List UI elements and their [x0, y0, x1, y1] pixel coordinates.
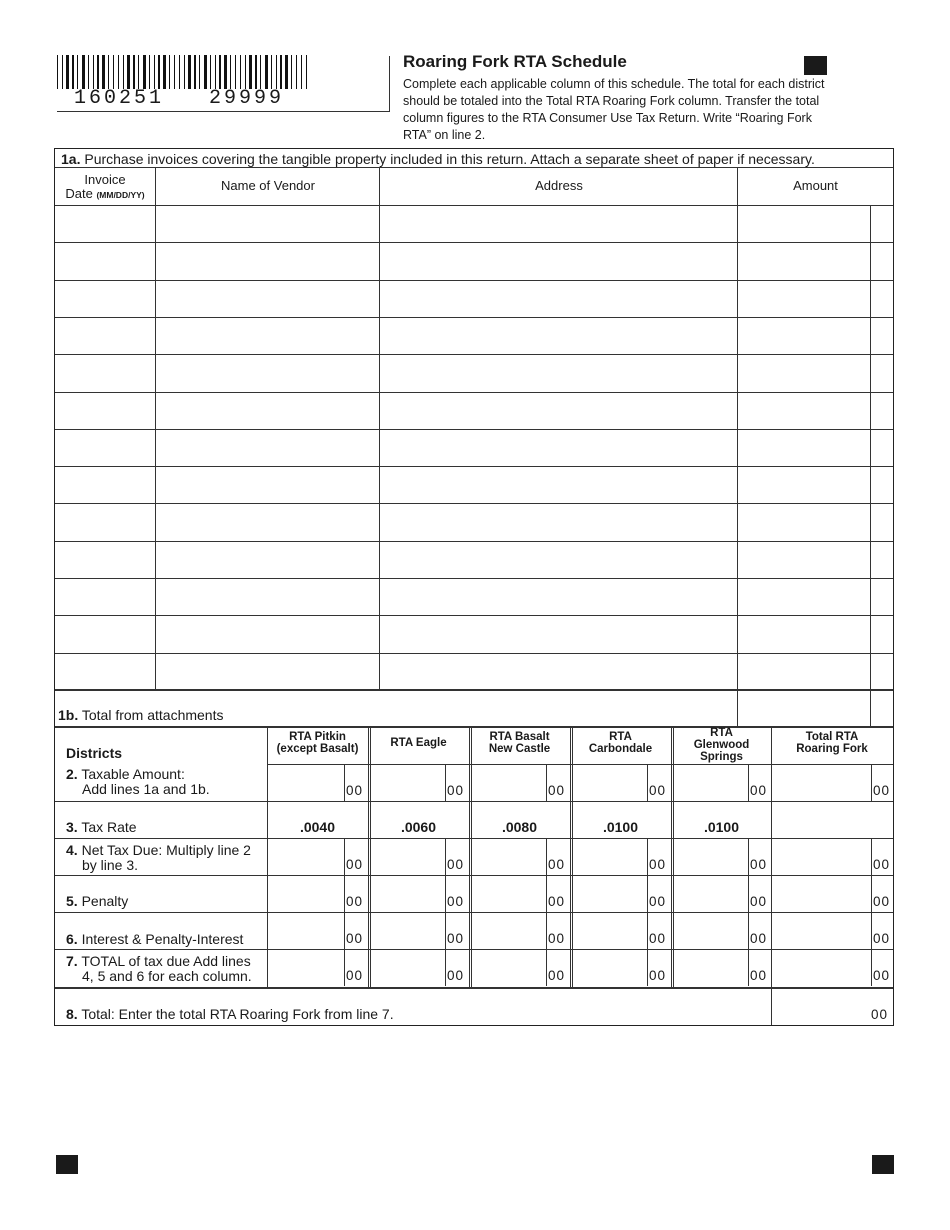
invoice-date-input[interactable] — [55, 504, 155, 540]
barcode-stripe — [306, 55, 307, 89]
address-input[interactable] — [380, 654, 737, 690]
cents-label: 00 — [873, 968, 891, 983]
address-input[interactable] — [380, 206, 737, 242]
amount-cents-input[interactable] — [871, 318, 893, 354]
invoice-date-input[interactable] — [55, 318, 155, 354]
barcode-stripe — [169, 55, 170, 89]
rule — [344, 912, 345, 949]
cents-label: 00 — [548, 968, 566, 983]
rule — [546, 838, 547, 875]
rule — [267, 801, 893, 802]
rule — [871, 949, 872, 986]
address-input[interactable] — [380, 355, 737, 391]
rule — [469, 727, 470, 987]
rule — [546, 949, 547, 986]
cents-label: 00 — [750, 783, 768, 798]
district-header-1 — [368, 737, 469, 749]
barcode-stripe — [249, 55, 252, 89]
barcode-stripe — [296, 55, 297, 89]
cents-label: 00 — [750, 931, 768, 946]
district-header-4 — [671, 727, 772, 763]
barcode-stripe — [158, 55, 160, 89]
rule — [871, 912, 872, 949]
barcode-stripe — [271, 55, 272, 89]
rule — [647, 949, 648, 986]
barcode-stripe — [133, 55, 135, 89]
invoice-date-input[interactable] — [55, 430, 155, 466]
barcode-stripe — [57, 55, 58, 89]
line-7-col-1-input[interactable] — [371, 950, 444, 986]
cents-label: 00 — [649, 931, 667, 946]
rule — [267, 727, 268, 987]
line-2-col-3-input[interactable] — [573, 765, 646, 801]
district-header-line: Springs — [700, 751, 743, 763]
barcode-stripe — [82, 55, 85, 89]
invoice-date-input[interactable] — [55, 654, 155, 690]
vendor-name-input[interactable] — [156, 243, 379, 279]
line-2-col-1-input[interactable] — [371, 765, 444, 801]
district-header-3 — [570, 731, 671, 755]
district-header-line: Roaring Fork — [796, 743, 868, 755]
district-header-line: RTA — [609, 731, 632, 743]
line-4-col-3-input[interactable] — [573, 839, 646, 875]
line-5-col-0-input[interactable] — [270, 876, 343, 912]
vendor-name-input[interactable] — [156, 504, 379, 540]
invoice-date-input[interactable] — [55, 206, 155, 242]
rule — [546, 764, 547, 801]
rule — [546, 912, 547, 949]
vendor-name-input[interactable] — [156, 206, 379, 242]
cents-label: 00 — [548, 783, 566, 798]
barcode-stripe — [149, 55, 150, 89]
cents-label: 00 — [447, 894, 465, 909]
cents-label: 00 — [447, 857, 465, 872]
amount-input[interactable] — [738, 281, 870, 317]
district-header-line: RTA — [710, 727, 733, 739]
line-3-label: 3. Tax Rate — [66, 819, 137, 835]
line-7-label: 7. TOTAL of tax due Add lines 4, 5 and 6 for each column. — [66, 953, 252, 984]
tax-rate-4: .0100 — [703, 819, 740, 835]
line-2-col-2-input[interactable] — [472, 765, 545, 801]
rule — [570, 727, 571, 987]
amount-input[interactable] — [738, 206, 870, 242]
barcode-stripe — [204, 55, 207, 89]
registration-mark-bottom-left — [56, 1155, 78, 1174]
rule — [647, 838, 648, 875]
registration-mark-bottom-right — [872, 1155, 894, 1174]
amount-cents-input[interactable] — [871, 281, 893, 317]
barcode-stripe — [77, 55, 78, 89]
rule — [748, 838, 749, 875]
col-header-vendor: Name of Vendor — [221, 178, 315, 193]
rule — [445, 949, 446, 986]
district-header-line: (except Basalt) — [276, 743, 359, 755]
line-5-col-5-input[interactable] — [774, 876, 870, 912]
amount-input[interactable] — [738, 542, 870, 578]
rule — [445, 912, 446, 949]
cents-label: 00 — [649, 968, 667, 983]
barcode — [57, 55, 309, 89]
barcode-stripe — [108, 55, 109, 89]
cents-label: 00 — [750, 857, 768, 872]
district-header-line: New Castle — [488, 743, 551, 755]
barcode-stripe — [102, 55, 105, 89]
cents-label: 00 — [750, 968, 768, 983]
amount-input[interactable] — [738, 654, 870, 690]
barcode-stripe — [66, 55, 69, 89]
schedule-form — [54, 148, 894, 1026]
amount-cents-input[interactable] — [871, 542, 893, 578]
amount-input[interactable] — [738, 430, 870, 466]
barcode-stripe — [123, 55, 124, 89]
barcode-stripe — [127, 55, 130, 89]
barcode-stripe — [291, 55, 292, 89]
rule — [344, 838, 345, 875]
line-4-col-1-input[interactable] — [371, 839, 444, 875]
amount-input[interactable] — [738, 355, 870, 391]
rule — [737, 167, 738, 727]
cents-label: 00 — [447, 968, 465, 983]
amount-input[interactable] — [738, 616, 870, 652]
district-header-5 — [771, 731, 893, 755]
line-7-col-2-input[interactable] — [472, 950, 545, 986]
line-5-label: 5. Penalty — [66, 893, 129, 909]
barcode-stripe — [276, 55, 277, 89]
barcode-stripe — [118, 55, 119, 89]
line-6-col-4-input[interactable] — [674, 913, 747, 949]
barcode-stripe — [240, 55, 241, 89]
col-header-date: Invoice Date (MM/DD/YY) — [65, 172, 145, 201]
cents-label: 00 — [346, 968, 364, 983]
rule — [647, 912, 648, 949]
invoice-date-input[interactable] — [55, 579, 155, 615]
rule — [55, 875, 267, 876]
invoice-date-input[interactable] — [55, 281, 155, 317]
barcode-stripe — [260, 55, 261, 89]
cents-label: 00 — [649, 783, 667, 798]
rule — [671, 727, 672, 987]
amount-cents-input[interactable] — [871, 206, 893, 242]
tax-rate-3: .0100 — [602, 819, 639, 835]
address-input[interactable] — [380, 579, 737, 615]
line-2-col-5-input[interactable] — [774, 765, 870, 801]
rule — [748, 912, 749, 949]
line-4-col-2-input[interactable] — [472, 839, 545, 875]
barcode-stripe — [280, 55, 282, 89]
line-2-col-4-input[interactable] — [674, 765, 747, 801]
cents-label: 00 — [346, 931, 364, 946]
amount-cents-input[interactable] — [871, 243, 893, 279]
line-7-col-4-input[interactable] — [674, 950, 747, 986]
district-header-line: RTA Basalt — [489, 731, 550, 743]
barcode-stripe — [143, 55, 146, 89]
district-header-2 — [469, 731, 570, 755]
invoice-date-input[interactable] — [55, 393, 155, 429]
invoice-date-input[interactable] — [55, 616, 155, 652]
barcode-stripe — [138, 55, 139, 89]
barcode-stripe — [174, 55, 175, 89]
rule — [55, 912, 267, 913]
rule — [55, 801, 267, 802]
rule — [344, 764, 345, 801]
barcode-stripe — [210, 55, 211, 89]
cents-label: 00 — [548, 894, 566, 909]
invoice-date-input[interactable] — [55, 355, 155, 391]
amount-cents-input[interactable] — [871, 467, 893, 503]
amount-cents-input[interactable] — [871, 579, 893, 615]
line-6-label: 6. Interest & Penalty-Interest — [66, 931, 244, 947]
amount-input[interactable] — [738, 504, 870, 540]
invoice-date-input[interactable] — [55, 542, 155, 578]
vendor-name-input[interactable] — [156, 579, 379, 615]
address-input[interactable] — [380, 616, 737, 652]
address-input[interactable] — [380, 467, 737, 503]
district-header-line: RTA Eagle — [390, 737, 447, 749]
district-header-line: RTA Pitkin — [289, 731, 346, 743]
amount-cents-input[interactable] — [871, 504, 893, 540]
registration-mark-top-right — [804, 56, 827, 75]
tax-rate-0: .0040 — [299, 819, 336, 835]
address-input[interactable] — [380, 504, 737, 540]
rule — [344, 875, 345, 912]
amount-cents-input[interactable] — [871, 616, 893, 652]
header-divider — [57, 111, 390, 112]
district-header-line: Glenwood — [693, 739, 750, 751]
amount-input[interactable] — [738, 318, 870, 354]
cents-label: 00 — [873, 783, 891, 798]
address-input[interactable] — [380, 430, 737, 466]
barcode-stripe — [163, 55, 166, 89]
line-4-label: 4. Net Tax Due: Multiply line 2 by line 3. — [66, 842, 251, 873]
line-2-label: 2. Taxable Amount: Add lines 1a and 1b. — [66, 766, 210, 797]
address-input[interactable] — [380, 318, 737, 354]
vendor-name-input[interactable] — [156, 467, 379, 503]
amount-input[interactable] — [738, 393, 870, 429]
barcode-stripe — [184, 55, 185, 89]
line-2-col-0-input[interactable] — [270, 765, 343, 801]
barcode-stripe — [188, 55, 191, 89]
line-6-col-3-input[interactable] — [573, 913, 646, 949]
line-5-col-1-input[interactable] — [371, 876, 444, 912]
rule — [647, 764, 648, 801]
line-8-cents: 00 — [871, 1007, 889, 1022]
cents-label: 00 — [346, 857, 364, 872]
line-5-col-3-input[interactable] — [573, 876, 646, 912]
barcode-stripe — [285, 55, 288, 89]
barcode-stripe — [215, 55, 216, 89]
amount-cents-input[interactable] — [871, 355, 893, 391]
barcode-stripe — [219, 55, 221, 89]
header-divider-vertical — [389, 56, 390, 112]
amount-input[interactable] — [738, 467, 870, 503]
rule — [55, 167, 893, 168]
amount-cents-input[interactable] — [871, 393, 893, 429]
address-input[interactable] — [380, 281, 737, 317]
barcode-stripe — [72, 55, 74, 89]
vendor-name-input[interactable] — [156, 542, 379, 578]
vendor-name-input[interactable] — [156, 355, 379, 391]
line-6-col-0-input[interactable] — [270, 913, 343, 949]
line-1b-label: 1b. Total from attachments — [58, 707, 224, 723]
vendor-name-input[interactable] — [156, 616, 379, 652]
amount-cents-input[interactable] — [871, 430, 893, 466]
rule — [870, 205, 871, 727]
barcode-stripe — [97, 55, 99, 89]
rule — [748, 949, 749, 986]
cents-label: 00 — [548, 857, 566, 872]
rule — [647, 875, 648, 912]
line-6-col-2-input[interactable] — [472, 913, 545, 949]
line-1b-cents-input[interactable] — [871, 690, 893, 726]
barcode-stripe — [93, 55, 94, 89]
district-header-line: Total RTA — [805, 731, 859, 743]
barcode-stripe — [113, 55, 114, 89]
line-6-col-5-input[interactable] — [774, 913, 870, 949]
line-1a-heading: 1a. Purchase invoices covering the tangible property included in this return. Attach a separate sheet of paper if necessary. — [61, 151, 815, 167]
rule — [379, 167, 380, 690]
district-header-line: Carbondale — [588, 743, 653, 755]
line-8-label: 8. Total: Enter the total RTA Roaring Fork from line 7. — [66, 1006, 394, 1022]
barcode-stripe — [199, 55, 200, 89]
cents-label: 00 — [873, 857, 891, 872]
barcode-stripe — [154, 55, 155, 89]
district-header-0 — [267, 731, 368, 755]
line-5-col-2-input[interactable] — [472, 876, 545, 912]
rule — [368, 727, 369, 987]
districts-heading: Districts — [66, 745, 123, 761]
cents-label: 00 — [447, 931, 465, 946]
line-7-col-0-input[interactable] — [270, 950, 343, 986]
tax-rate-2: .0080 — [501, 819, 538, 835]
barcode-stripe — [179, 55, 180, 89]
rule — [871, 875, 872, 912]
form-title: Roaring Fork RTA Schedule — [403, 52, 627, 71]
cents-label: 00 — [346, 894, 364, 909]
barcode-stripe — [245, 55, 246, 89]
line-4-col-4-input[interactable] — [674, 839, 747, 875]
address-input[interactable] — [380, 393, 737, 429]
form-instructions: Complete each applicable column of this schedule. The total for each district should be totaled into the Total RTA Roaring Fork column. Transfer the total column figures to the RTA Consumer Use Tax Return. Write “Roaring Fork RTA” on line 2. — [403, 77, 825, 142]
rule — [55, 987, 893, 989]
rule — [546, 875, 547, 912]
line-7-col-3-input[interactable] — [573, 950, 646, 986]
rule — [445, 764, 446, 801]
col-header-amount: Amount — [793, 178, 838, 193]
rule — [445, 875, 446, 912]
line-5-col-4-input[interactable] — [674, 876, 747, 912]
barcode-stripe — [194, 55, 196, 89]
cents-label: 00 — [750, 894, 768, 909]
cents-label: 00 — [649, 894, 667, 909]
rule — [748, 875, 749, 912]
rule — [771, 727, 772, 987]
line-7-col-5-input[interactable] — [774, 950, 870, 986]
barcode-stripe — [235, 55, 236, 89]
address-input[interactable] — [380, 243, 737, 279]
rule — [871, 838, 872, 875]
vendor-name-input[interactable] — [156, 430, 379, 466]
barcode-stripe — [301, 55, 302, 89]
rule — [155, 167, 156, 690]
invoice-date-input[interactable] — [55, 467, 155, 503]
amount-input[interactable] — [738, 579, 870, 615]
barcode-number: 160251 29999 — [74, 87, 285, 110]
vendor-name-input[interactable] — [156, 281, 379, 317]
address-input[interactable] — [380, 542, 737, 578]
amount-cents-input[interactable] — [871, 654, 893, 690]
line-1b-amount-input[interactable] — [738, 690, 870, 726]
cents-label: 00 — [873, 931, 891, 946]
vendor-name-input[interactable] — [156, 654, 379, 690]
vendor-name-input[interactable] — [156, 393, 379, 429]
rule — [55, 949, 267, 950]
vendor-name-input[interactable] — [156, 318, 379, 354]
invoice-date-input[interactable] — [55, 243, 155, 279]
rule — [871, 764, 872, 801]
cents-label: 00 — [447, 783, 465, 798]
barcode-stripe — [88, 55, 89, 89]
line-4-col-5-input[interactable] — [774, 839, 870, 875]
col-header-address: Address — [535, 178, 583, 193]
cents-label: 00 — [873, 894, 891, 909]
tax-rate-1: .0060 — [400, 819, 437, 835]
barcode-stripe — [224, 55, 227, 89]
cents-label: 00 — [548, 931, 566, 946]
line-6-col-1-input[interactable] — [371, 913, 444, 949]
rule — [748, 764, 749, 801]
barcode-stripe — [265, 55, 268, 89]
barcode-stripe — [255, 55, 257, 89]
line-4-col-0-input[interactable] — [270, 839, 343, 875]
cents-label: 00 — [346, 783, 364, 798]
rule — [55, 838, 267, 839]
barcode-stripe — [230, 55, 231, 89]
rule — [445, 838, 446, 875]
amount-input[interactable] — [738, 243, 870, 279]
barcode-stripe — [62, 55, 63, 89]
rule — [344, 949, 345, 986]
cents-label: 00 — [649, 857, 667, 872]
